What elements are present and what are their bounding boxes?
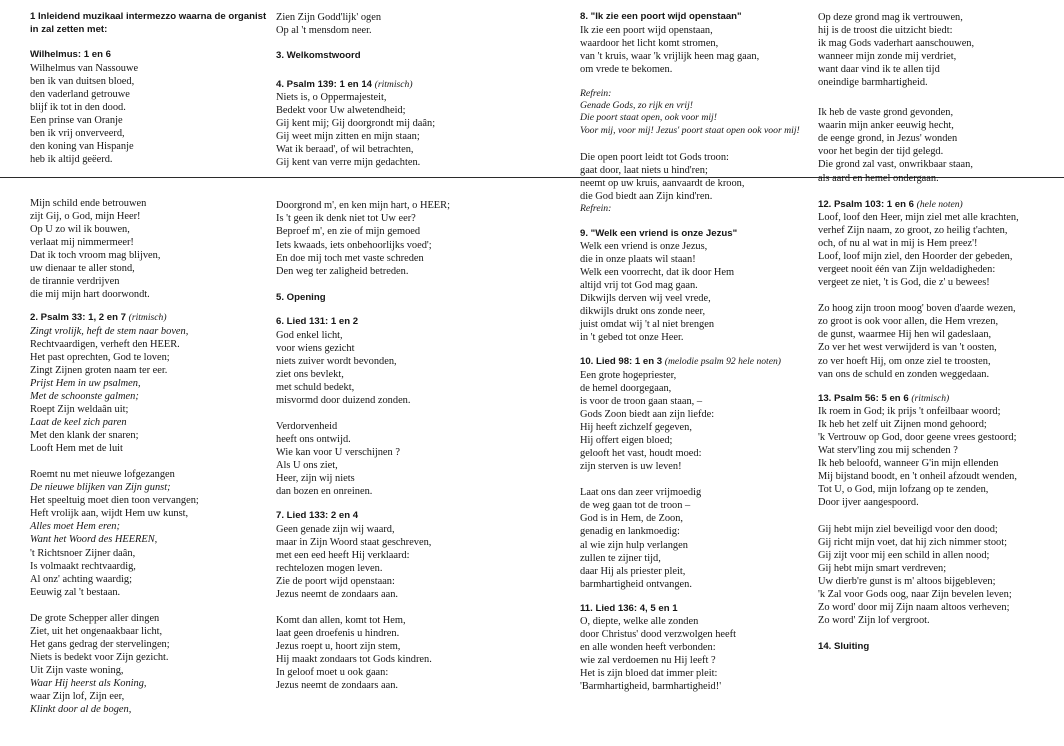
text-line: ben ik vrij onverveerd,	[30, 127, 125, 139]
text-line: Met den klank der snaren;	[30, 430, 139, 442]
text-line: Roept Zijn weldaân uit;	[30, 404, 129, 416]
text-line: gelooft het vast, houdt moed:	[580, 448, 702, 460]
text-line: Zingt Zijnen groten naam ter eer.	[30, 364, 168, 376]
text-line: Gij weet mijn zitten en mijn staan;	[276, 131, 420, 143]
text-line: Hij heeft zichzelf gegeven,	[580, 422, 692, 434]
section-heading-psalm-139: 4. Psalm 139: 1 en 14 (ritmisch)	[276, 78, 413, 90]
text-line: Het past oprechten, God te loven;	[30, 351, 170, 363]
heading-note: (ritmisch)	[374, 78, 413, 90]
text-line: De nieuwe blijken van Zijn gunst;	[30, 482, 171, 494]
text-line: vergeet ze niet, 't is God, die z' u bewees!	[818, 277, 990, 289]
text-line: 'Barmhartigheid, barmhartigheid!'	[580, 681, 722, 693]
stanza-gap	[276, 407, 546, 420]
text-line: 't Richtsnoer Zijner daân,	[30, 547, 136, 559]
text-line: Als U ons ziet,	[276, 460, 338, 472]
text-line: Looft Hem met de luit	[30, 443, 123, 455]
text-line: daar Hij als priester pleit,	[580, 565, 686, 577]
text-line: dan bozen en onreinen.	[276, 486, 373, 498]
text-line: Het is zijn bloed dat immer pleit:	[580, 668, 718, 680]
text-line: door Christus' dood verzwolgen heeft	[580, 629, 736, 641]
text-line: Eeuwig zal 't bestaan.	[30, 586, 121, 598]
text-line: de tirannie verdrijven	[30, 276, 120, 288]
text-line: Het gans gedrag der stervelingen;	[30, 638, 170, 650]
text-line: hij is de troost die uitzicht biedt:	[818, 25, 953, 37]
text-line: Want het Woord des HEEREN,	[30, 534, 158, 546]
text-line: niets zuiver wordt bevonden,	[276, 355, 397, 367]
refrain-line: Voor mij, voor mij! Jezus' poort staat open ook voor mij!	[580, 124, 800, 136]
text-line: die in onze plaats wil staan!	[580, 254, 696, 266]
section-heading-psalm-56: 13. Psalm 56: 5 en 6 (ritmisch)	[818, 392, 950, 404]
stanza-gap	[276, 601, 546, 614]
text-line: Iets kwaads, iets onbehoorlijks voed';	[276, 239, 432, 251]
text-line: Dikwijls derven wij veel vrede,	[580, 293, 711, 305]
text-line: Klinkt door al de bogen,	[30, 704, 132, 716]
text-line: Welk een vriend is onze Jezus,	[580, 241, 708, 253]
text-line: wanneer mijn zonde mij verdriet,	[818, 51, 957, 63]
column-2	[276, 0, 546, 692]
text-line: Dat ik toch vroom mag blijven,	[30, 250, 161, 262]
text-line: Niets is, o Oppermajesteit,	[276, 92, 387, 104]
text-line: gaat door, laat niets u hind'ren;	[580, 164, 708, 176]
text-line: Zo word' Zijn lof vergroot.	[818, 614, 930, 626]
text-line: voor het begin der tijd gelegd.	[818, 146, 944, 158]
text-line: God enkel licht,	[276, 329, 343, 341]
text-line: van ons de schuld en zonden weggedaan.	[818, 368, 990, 380]
text-line: Zo ver het west verwijderd is van 't oosten,	[818, 342, 997, 354]
stanza-gap	[818, 289, 1064, 302]
text-line: Heft vrolijk aan, wijdt Hem uw kunst,	[30, 508, 189, 520]
text-line: Loof, loof den Heer, mijn ziel met alle krachten,	[818, 212, 1019, 224]
text-line: van 't kruis, waar 'k vrijlijk heen mag gaan,	[580, 50, 760, 62]
section-heading-lied-136: 11. Lied 136: 4, 5 en 1	[580, 602, 678, 614]
text-line: al wie zijn hulp verlangen	[580, 539, 688, 551]
section-heading-psalm-103: 12. Psalm 103: 1 en 6 (hele noten)	[818, 198, 963, 210]
text-line: juist omdat wij 't al niet brengen	[580, 319, 715, 331]
text-line: die mij mijn hart doorwondt.	[30, 289, 150, 301]
text-line: En doe mij toch met vaste schreden	[276, 252, 424, 264]
heading-note: (melodie psalm 92 hele noten)	[664, 356, 781, 368]
text-line: Doorgrond m', en ken mijn hart, o HEER;	[276, 200, 450, 212]
section-heading-lied-98: 10. Lied 98: 1 en 3 (melodie psalm 92 hele noten)	[580, 356, 781, 368]
text-line: God is in Hem, de Zoon,	[580, 513, 684, 525]
text-line: Uw dierb're gunst is m' altoos bijgebleven;	[818, 575, 996, 587]
text-line: Alles moet Hem eren;	[30, 521, 120, 533]
column-3	[580, 0, 812, 693]
text-line: zullen te zijner tijd,	[580, 552, 661, 564]
text-line: Gij zijt voor mij een schild in allen nood;	[818, 549, 990, 561]
text-line: Een prinse van Oranje	[30, 114, 123, 126]
text-line: Geen genade zijn wij waard,	[276, 523, 395, 535]
text-line: Een grote hogepriester,	[580, 369, 677, 381]
stanza-gap	[818, 510, 1064, 523]
text-line: heb ik altijd geëerd.	[30, 153, 113, 165]
text-line: Ziet, uit het ongenaakbaar licht,	[30, 625, 163, 637]
text-line: ben ik van duitsen bloed,	[30, 75, 135, 87]
text-line: die God biedt aan Zijn kind'ren.	[580, 191, 713, 203]
text-line: barmhartigheid ontvangen.	[580, 578, 692, 590]
text-line: Wie kan voor U verschijnen ?	[276, 447, 400, 459]
heading-note: (ritmisch)	[128, 312, 167, 324]
text-line: Wilhelmus van Nassouwe	[30, 62, 139, 74]
text-line: Komt dan allen, komt tot Hem,	[276, 615, 406, 626]
text-line: Zo word' door mij Zijn naam altoos verheven;	[818, 601, 1010, 613]
text-line: uw dienaar te aller stond,	[30, 263, 135, 275]
refrain-line: Genade Gods, zo rijk en vrij!	[580, 99, 694, 111]
text-line: Ik zie een poort wijd openstaan,	[580, 24, 713, 36]
text-line: Rechtvaardigen, verheft den HEER.	[30, 338, 180, 350]
text-line: Gij hebt mijn smart verdreven;	[818, 562, 947, 574]
section-heading-psalm-33: 2. Psalm 33: 1, 2 en 7 (ritmisch)	[30, 312, 167, 324]
text-line: Is volmaakt rechtvaardig,	[30, 560, 136, 572]
text-line: misvormd door duizend zonden.	[276, 394, 411, 406]
text-line: om vrede te bekomen.	[580, 63, 673, 75]
section-heading-lied-131: 6. Lied 131: 1 en 2	[276, 316, 359, 328]
text-line: Ik heb het zelf uit Zijnen mond gehoord;	[818, 419, 987, 431]
text-line: Hij maakt zondaars tot Gods kindren.	[276, 654, 432, 666]
text-line: den koning van Hispanje	[30, 140, 134, 152]
text-line: och, of nu al wat in mij is Hem preez'!	[818, 238, 978, 250]
text-line: Laat de keel zich paren	[30, 417, 127, 429]
text-line: Die open poort leidt tot Gods troon:	[580, 151, 729, 163]
text-line: waar Zijn lof, Zijn eer,	[30, 690, 125, 702]
text-line: Zingt vrolijk, heft de stem naar boven,	[30, 325, 189, 337]
text-line: Wat ik beraad', of wil betrachten,	[276, 144, 414, 156]
refrain-label: Refrein:	[580, 203, 612, 215]
text-line: Laat ons dan zeer vrijmoedig	[580, 487, 702, 499]
text-line: waardoor het licht komt stromen,	[580, 37, 719, 49]
text-line: Welk een voorrecht, dat ik door Hem	[580, 267, 735, 279]
text-line: heeft ons ontwijd.	[276, 433, 351, 445]
text-line: Gij kent van verre mijn gedachten.	[276, 157, 421, 169]
text-line: Op U zo wil ik bouwen,	[30, 223, 130, 235]
text-line: Zo hoog zijn troon moog' boven d'aarde wezen,	[818, 303, 1016, 315]
text-line: en alle wonden heeft verbonden:	[580, 642, 716, 654]
text-line: Het speeltuig moet dien toon vervangen;	[30, 495, 199, 507]
text-line: Op al 't mensdom neer.	[276, 25, 372, 37]
section-heading-sluiting: 14. Sluiting	[818, 640, 870, 652]
text-line: altijd vrij tot God mag gaan.	[580, 280, 698, 292]
text-line: Heer, zijn wij niets	[276, 473, 355, 485]
text-line: voor wiens gezicht	[276, 342, 355, 354]
heading-note: (hele noten)	[916, 198, 963, 210]
text-line: Ik roem in God; ik prijs 't onfeilbaar woord;	[818, 406, 1001, 418]
text-line: Roemt nu met nieuwe lofgezangen	[30, 469, 175, 481]
heading-note: (ritmisch)	[911, 392, 950, 404]
text-line: ik mag Gods vaderhart aanschouwen,	[818, 38, 975, 50]
text-line: blijf ik tot in den dood.	[30, 101, 126, 113]
text-line: met een eed heeft Hij verklaard:	[276, 549, 410, 561]
text-line: Al onz' achting waardig;	[30, 573, 132, 585]
text-line: Niets is bedekt voor Zijn gezicht.	[30, 651, 169, 663]
text-line: Tot U, o God, mijn lofzang op te zenden,	[818, 484, 989, 496]
text-line: wie zal verdoemen nu Hij leeft ?	[580, 655, 716, 667]
text-line: in 't gebed tot onze Heer.	[580, 332, 684, 344]
text-line: genadig en lankmoedig:	[580, 526, 680, 538]
text-line: Die grond zal vast, onwrikbaar staan,	[818, 159, 973, 171]
column-1	[30, 0, 270, 716]
text-line: ziet ons bevlekt,	[276, 368, 344, 380]
text-line: als aard en hemel ondergaan.	[818, 172, 939, 184]
section-heading-1: 1 Inleidend muzikaal intermezzo waarna de organist in zal zetten met:	[30, 11, 267, 35]
text-line: Waar Hij heerst als Koning,	[30, 677, 147, 689]
text-line: Verdorvenheid	[276, 420, 338, 432]
section-heading-welk-een-vriend: 9. "Welk een vriend is onze Jezus"	[580, 227, 738, 239]
text-line: want daar vind ik te allen tijd	[818, 64, 940, 76]
text-line: de hemel doorgegaan,	[580, 382, 672, 394]
section-heading-wilhelmus: Wilhelmus: 1 en 6	[30, 49, 111, 60]
text-line: Zien Zijn Godd'lijk' ogen	[276, 12, 382, 23]
text-line: De grote Schepper aller dingen	[30, 612, 160, 624]
text-line: verhef Zijn naam, zo groot, zo heilig t'achten,	[818, 225, 1008, 237]
text-line: 'k Zal voor Gods oog, naar Zijn bevelen leven;	[818, 588, 1012, 600]
stanza-gap	[30, 599, 270, 612]
text-line: Ik heb beloofd, wanneer G'in mijn ellenden	[818, 458, 999, 470]
text-line: Wat sterv'ling zou mij schenden ?	[818, 445, 958, 457]
text-line: Mijn schild ende betrouwen	[30, 197, 147, 209]
text-line: Ik heb de vaste grond gevonden,	[818, 107, 954, 119]
text-line: In geloof moet u ook gaan:	[276, 667, 389, 679]
section-heading-opening: 5. Opening	[276, 291, 326, 303]
text-line: dikwijls drukt ons zonde neer,	[580, 306, 706, 318]
text-line: maar in Zijn Woord staat geschreven,	[276, 536, 432, 548]
stanza-gap	[580, 473, 812, 486]
text-line: waarin mijn anker eeuwig hecht,	[818, 120, 954, 132]
text-line: Bedekt voor Uw alwetendheid;	[276, 105, 406, 117]
text-line: Uit Zijn vaste woning,	[30, 664, 124, 676]
text-line: neemt op uw kruis, aanvaardt de kroon,	[580, 177, 745, 189]
text-line: Op deze grond mag ik vertrouwen,	[818, 12, 963, 23]
text-line: zijn sterven is uw leven!	[580, 461, 682, 473]
text-line: Den weg ter zaligheid betreden.	[276, 265, 409, 277]
text-line: Jezus neemt de zondaars aan.	[276, 588, 399, 600]
text-line: 'k Vertrouw op God, door geene vrees gestoord;	[818, 432, 1017, 444]
text-line: verlaat mij nimmermeer!	[30, 237, 134, 249]
text-line: Jezus neemt de zondaars aan.	[276, 680, 399, 692]
refrain-line: Die poort staat open, ook voor mij!	[580, 112, 717, 124]
text-line: O, diepte, welke alle zonden	[580, 616, 699, 628]
text-line: Zie de poort wijd openstaan:	[276, 575, 395, 587]
text-line: Mij bijstand boodt, en 't onheil afzoudt wenden,	[818, 471, 1017, 483]
text-line: zijt Gij, o God, mijn Heer!	[30, 210, 141, 222]
text-line: de weg gaan tot de troon –	[580, 500, 691, 512]
text-line: de eenge grond, in Jezus' wonden	[818, 133, 958, 145]
text-line: Door ijver aangespoord.	[818, 497, 919, 509]
text-line: Hij offert eigen bloed;	[580, 435, 673, 447]
text-line: Loof, loof mijn ziel, den Hoorder der gebeden,	[818, 251, 1013, 263]
text-line: Gods Zoon biedt aan zijn liefde:	[580, 409, 715, 421]
text-line: Gij richt mijn voet, dat hij zich nimmer stoot;	[818, 536, 1008, 548]
text-line: Beproef m', en zie of mijn gemoed	[276, 226, 421, 238]
section-heading-ik-zie-een-poort: 8. "Ik zie een poort wijd openstaan"	[580, 11, 742, 22]
refrain-label: Refrein:	[580, 87, 612, 99]
stanza-gap	[30, 455, 270, 468]
text-line: vergeet nooit één van Zijn weldadigheden:	[818, 264, 996, 276]
text-line: zo groot is ook voor allen, die Hem vrezen,	[818, 316, 999, 328]
text-line: Jezus roept u, hoort zijn stem,	[276, 641, 401, 653]
column-4	[818, 0, 1064, 653]
text-line: met schuld bedekt,	[276, 381, 355, 393]
text-line: laat geen droefenis u hindren.	[276, 628, 400, 640]
section-heading-welkomstwoord: 3. Welkomstwoord	[276, 50, 361, 62]
section-heading-lied-133: 7. Lied 133: 2 en 4	[276, 510, 359, 522]
text-line: Gij hebt mijn ziel beveiligd voor den dood;	[818, 523, 998, 535]
text-line: zo ver hoeft Hij, om onze ziel te troosten,	[818, 355, 991, 367]
text-line: oneindige barmhartigheid.	[818, 77, 928, 89]
text-line: Met de schoonste galmen;	[30, 390, 139, 402]
text-line: Is 't geen ik denk niet tot Uw eer?	[276, 213, 416, 225]
text-line: Gij kent mij; Gij doorgrondt mij daân;	[276, 118, 436, 130]
text-line: de gunst, waarmee Hij hen wil gadeslaan,	[818, 329, 992, 341]
text-line: is voor de troon gaan staan, –	[580, 396, 703, 408]
text-line: Prijst Hem in uw psalmen,	[30, 377, 141, 389]
text-line: rechtelozen mogen leven.	[276, 562, 383, 574]
text-line: den vaderland getrouwe	[30, 88, 130, 100]
